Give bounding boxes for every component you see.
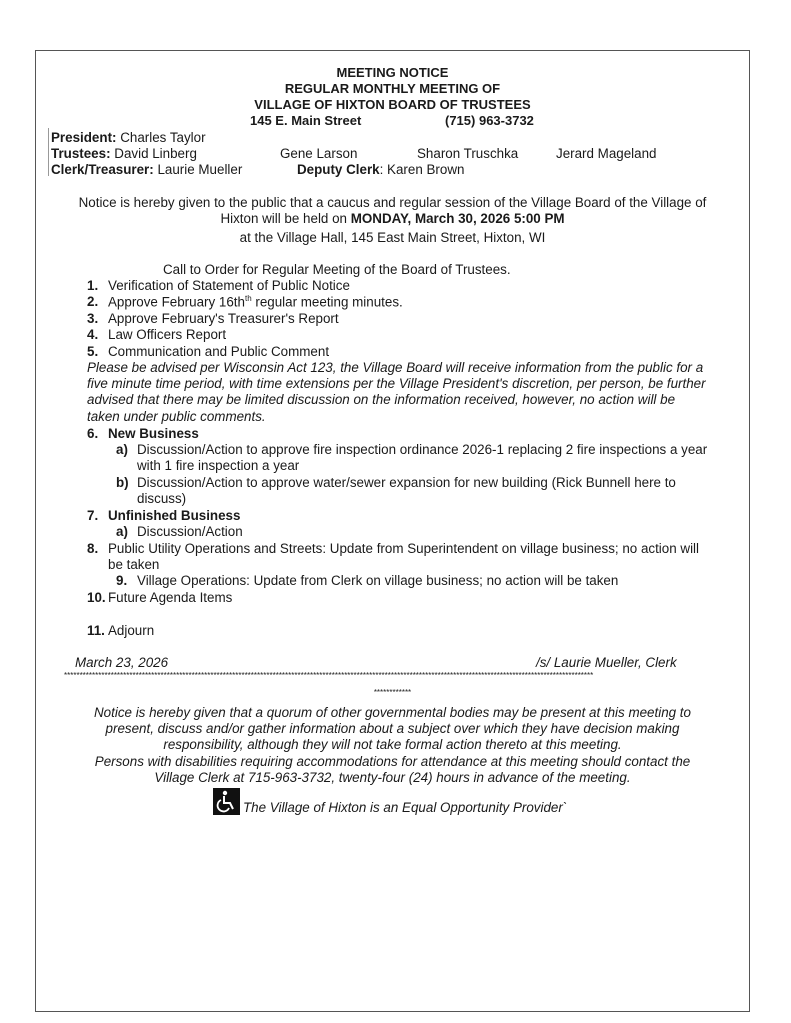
disability-notice: Persons with disabilities requiring accommodations for attendance at this meeting should contact the: [94, 754, 691, 769]
clerk-label: Clerk/Treasurer:: [51, 162, 154, 177]
agenda-item: be taken: [108, 557, 160, 572]
agenda-subitem: Discussion/Action: [137, 524, 243, 539]
agenda-number: 11.: [87, 623, 105, 638]
agenda-item: Law Officers Report: [108, 327, 227, 342]
trustee-name: Jerard Mageland: [556, 146, 657, 161]
header-title: MEETING NOTICE: [336, 65, 449, 80]
call-to-order: Call to Order for Regular Meeting of the Board of Trustees.: [163, 262, 511, 277]
meeting-datetime: MONDAY, March 30, 2026 5:00 PM: [350, 211, 565, 226]
agenda-item: Approve February's Treasurer's Report: [108, 311, 339, 326]
agenda-letter: a): [116, 524, 128, 539]
trustee-name: Gene Larson: [280, 146, 358, 161]
trustees-label: Trustees:: [51, 146, 111, 161]
separator-stars-short: ************: [373, 688, 412, 697]
quorum-notice: Notice is hereby given that a quorum of other governmental bodies may be present at this meeting to: [94, 705, 691, 720]
quorum-notice: present, discuss and/or gather information about a subject over which they have decision making: [105, 721, 680, 736]
agenda-number: 9.: [116, 573, 128, 588]
agenda-item: Future Agenda Items: [108, 590, 233, 605]
president-name: Charles Taylor: [120, 130, 206, 145]
left-margin-line: [48, 128, 50, 176]
clerk-name: Laurie Mueller: [157, 162, 243, 177]
clerk-signature: /s/ Laurie Mueller, Clerk: [536, 655, 677, 670]
notice-text: Hixton will be held on: [220, 211, 351, 226]
agenda-number: 8.: [87, 541, 99, 556]
advisory-text: taken under public comments.: [87, 409, 266, 424]
wheelchair-icon: [213, 788, 240, 815]
agenda-number: 1.: [87, 278, 99, 293]
president-line: [51, 130, 206, 145]
president-label: President:: [51, 130, 117, 145]
advisory-text: five minute time period, with time extensions per the Village President's discretion, per person, be further: [87, 376, 706, 391]
agenda-item-text: Approve February 16th: [108, 294, 245, 310]
agenda-subitem: Discussion/Action to approve fire inspection ordinance 2026-1 replacing 2 fire inspections a year: [137, 442, 708, 457]
agenda-item: Verification of Statement of Public Notice: [108, 278, 350, 293]
agenda-item: Village Operations: Update from Clerk on village business; no action will be taken: [137, 573, 619, 588]
agenda-item: Adjourn: [108, 623, 155, 638]
header-phone: (715) 963-3732: [445, 113, 534, 128]
agenda-number: 10.: [87, 590, 106, 605]
trustees-line: [51, 146, 197, 161]
agenda-item: Communication and Public Comment: [108, 344, 330, 359]
agenda-item-text: regular meeting minutes.: [251, 294, 403, 310]
agenda-number: 3.: [87, 311, 99, 326]
agenda-subitem: discuss): [137, 491, 187, 506]
agenda-item: Public Utility Operations and Streets: Update from Superintendent on village business; no action will: [108, 541, 699, 556]
agenda-number: 2.: [87, 294, 99, 309]
agenda-number: 6.: [87, 426, 99, 441]
deputy-name: : Karen Brown: [379, 162, 465, 177]
agenda-section-heading: Unfinished Business: [108, 508, 241, 523]
separator-stars: **************************************************************************************************************************************************************************: [64, 671, 594, 680]
deputy-clerk-line: [297, 162, 464, 177]
agenda-letter: a): [116, 442, 128, 457]
clerk-line: [51, 162, 242, 177]
header-subtitle: REGULAR MONTHLY MEETING OF: [284, 81, 501, 96]
agenda-number: 5.: [87, 344, 99, 359]
equal-opportunity-statement: The Village of Hixton is an Equal Opportunity Provider`: [243, 800, 568, 815]
agenda-number: 7.: [87, 508, 99, 523]
trustee-name: David Linberg: [114, 146, 197, 161]
agenda-letter: b): [116, 475, 129, 490]
notice-line: Notice is hereby given to the public that a caucus and regular session of the Village Board of the Village of: [78, 195, 707, 210]
agenda-item: [108, 294, 403, 309]
deputy-label: Deputy Clerk: [297, 162, 380, 177]
header-board: VILLAGE OF HIXTON BOARD OF TRUSTEES: [254, 97, 531, 112]
agenda-section-heading: New Business: [108, 426, 199, 441]
notice-location: at the Village Hall, 145 East Main Street, Hixton, WI: [239, 230, 546, 245]
superscript: th: [244, 294, 252, 303]
advisory-text: advised that there may be limited discussion on the information received, however, no action will be: [87, 392, 676, 407]
advisory-text: Please be advised per Wisconsin Act 123, the Village Board will receive information from the public for a: [87, 360, 704, 375]
agenda-number: 4.: [87, 327, 99, 342]
agenda-subitem: with 1 fire inspection a year: [137, 458, 300, 473]
disability-notice: Village Clerk at 715-963-3732, twenty-four (24) hours in advance of the meeting.: [154, 770, 631, 785]
quorum-notice: responsibility, although they will not take formal action thereto at this meeting.: [163, 737, 622, 752]
trustee-name: Sharon Truschka: [417, 146, 519, 161]
agenda-subitem: Discussion/Action to approve water/sewer expansion for new building (Rick Bunnell here to: [137, 475, 676, 490]
header-address: 145 E. Main Street: [250, 113, 362, 128]
notice-line: [35, 211, 750, 226]
notice-date: March 23, 2026: [75, 655, 169, 670]
